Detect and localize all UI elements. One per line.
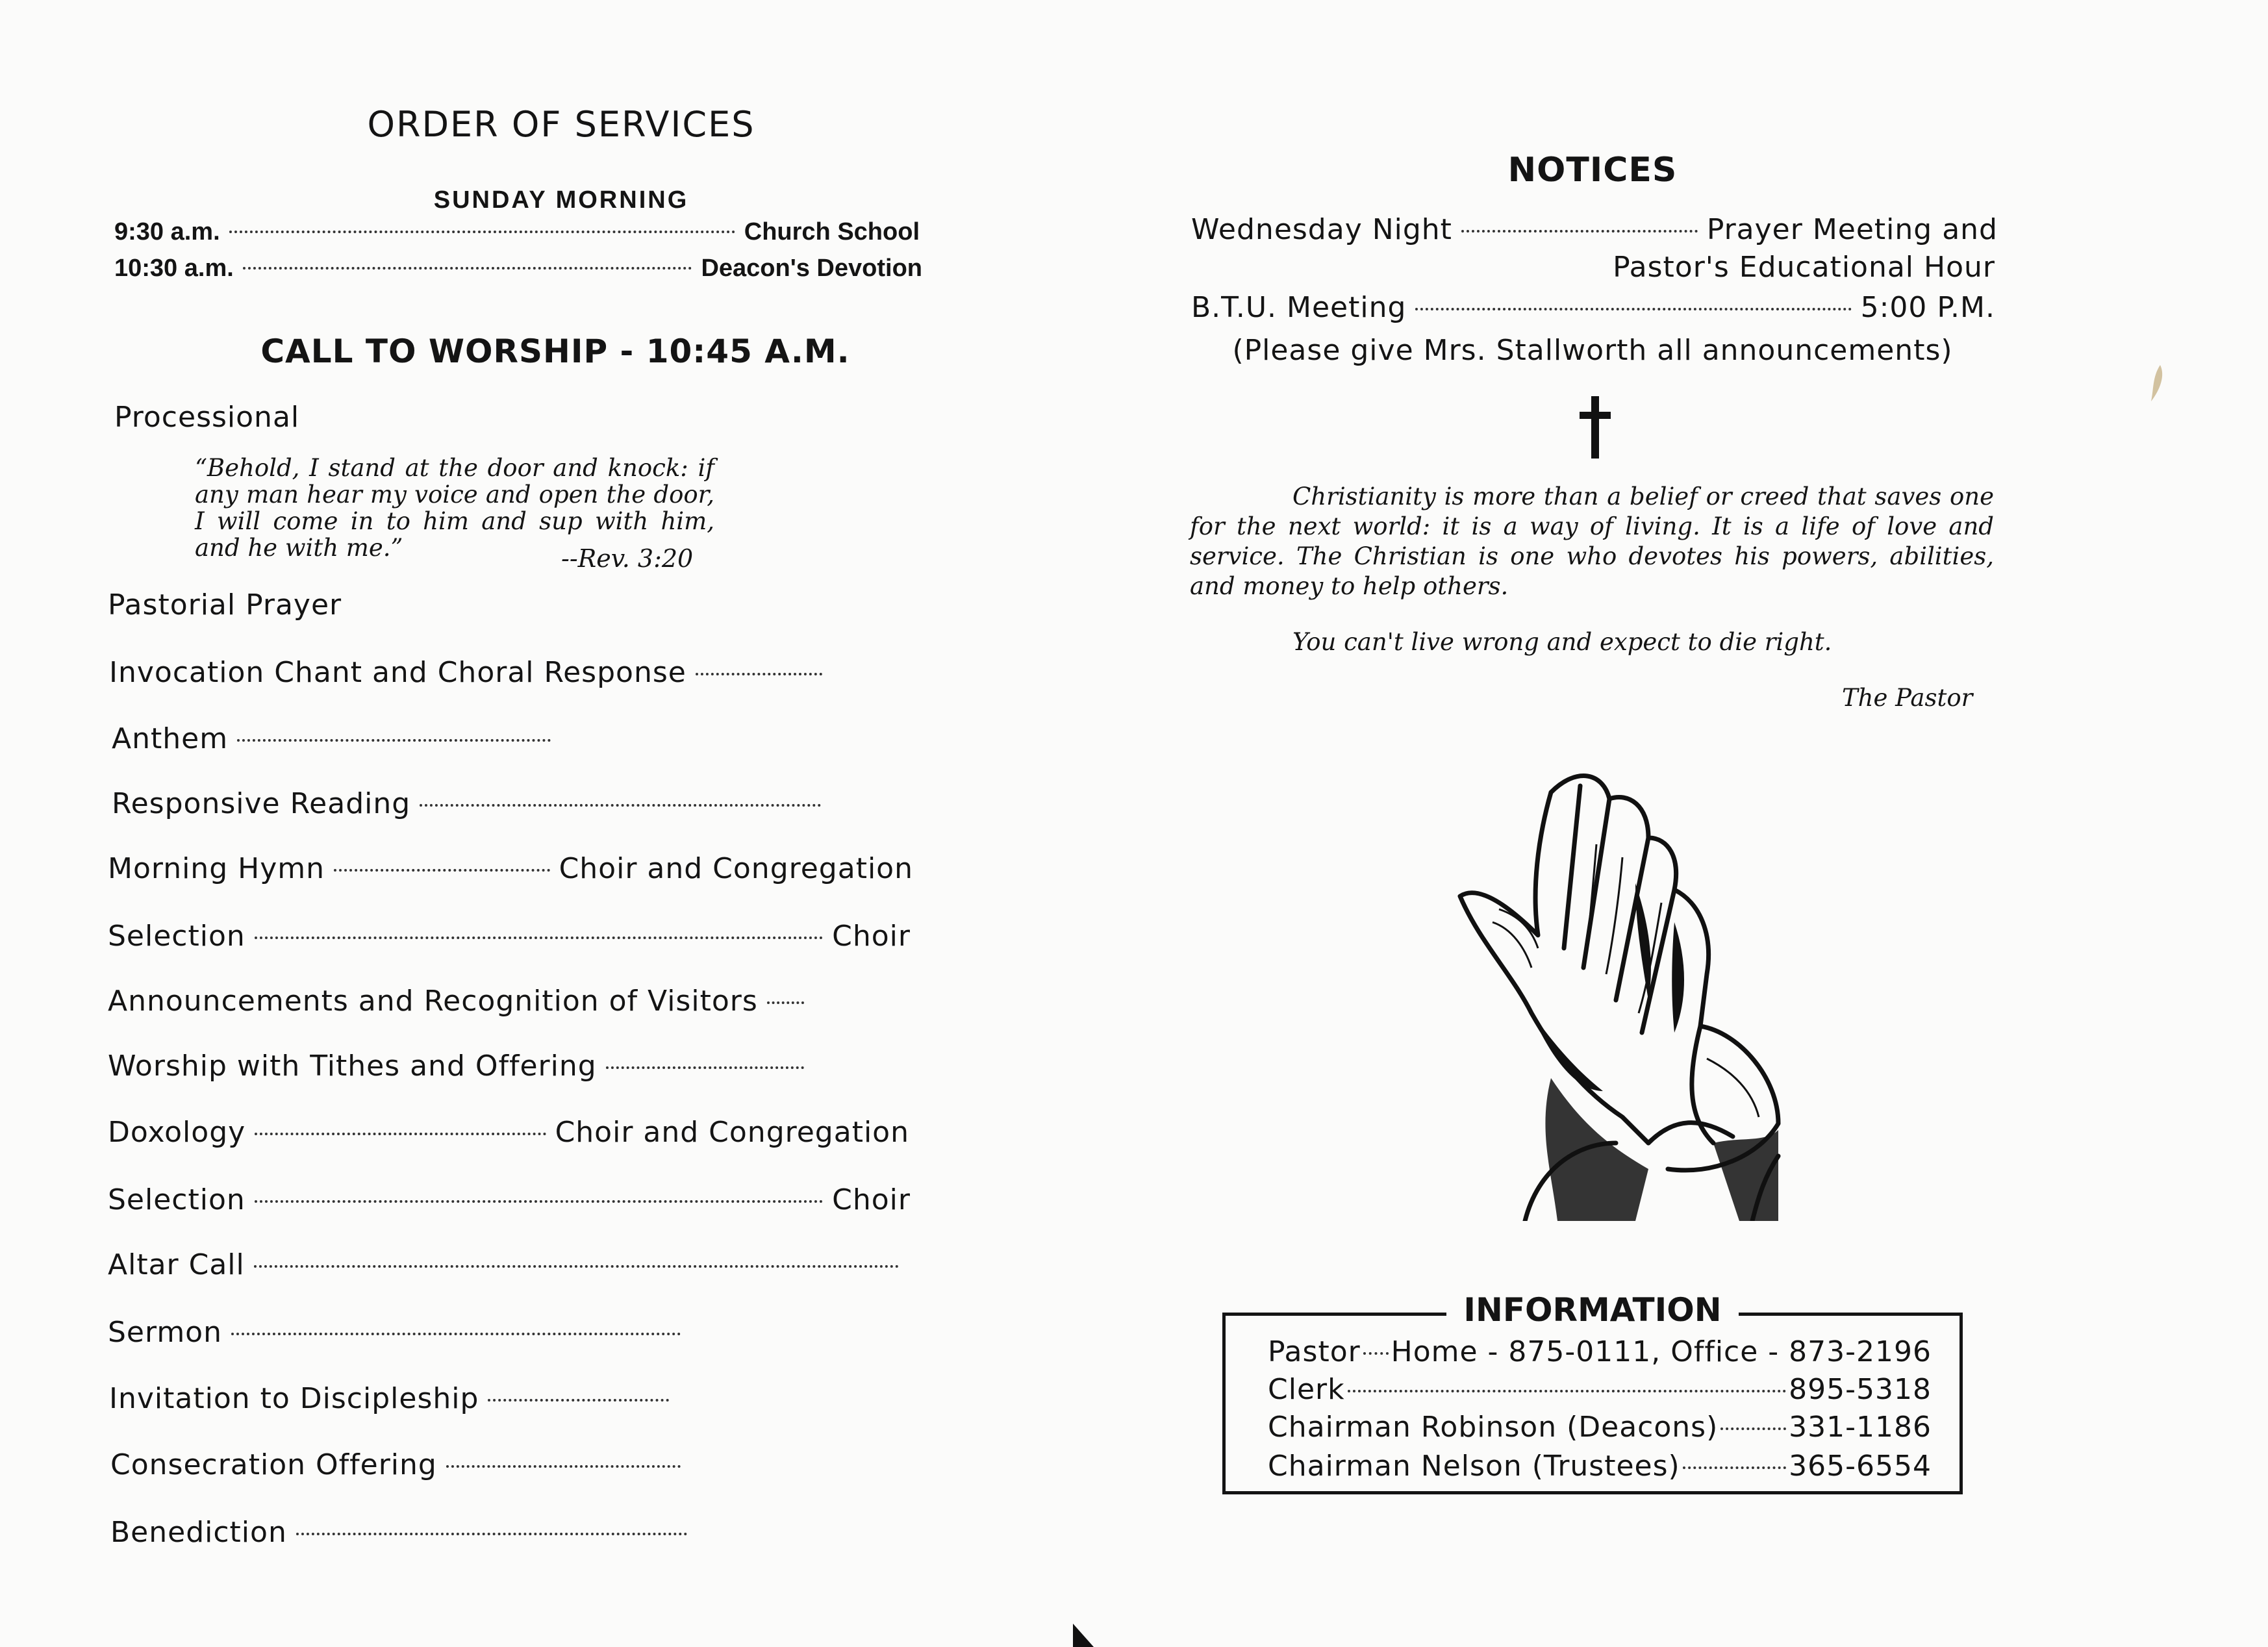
notices-title: NOTICES (1507, 151, 1678, 190)
call-to-worship-heading: CALL TO WORSHIP - 10:45 A.M. (260, 333, 850, 370)
dot-leader (1415, 308, 1851, 310)
sunday-morning-subtitle: SUNDAY MORNING (433, 186, 689, 214)
service-item: Responsive Reading (112, 787, 830, 820)
dot-leader (1348, 1390, 1787, 1392)
dot-leader (488, 1399, 669, 1402)
service-item: Invitation to Discipleship (109, 1382, 678, 1415)
dot-leader (1363, 1352, 1389, 1355)
processional-label: Processional (114, 401, 300, 434)
service-item: Announcements and Recognition of Visitors (108, 985, 813, 1018)
schedule-event: Church School (744, 218, 920, 245)
dot-leader (296, 1533, 687, 1535)
dot-leader (255, 1200, 823, 1203)
service-item: Selection Choir (108, 1183, 911, 1216)
announcement-note: (Please give Mrs. Stallworth all announcements) (1232, 334, 1953, 367)
scripture-quote: “Behold, I stand at the door and knock: if any man hear my voice and open the door, I will come in to him and sup with him, and he with me.” (195, 454, 714, 562)
dot-leader (420, 804, 821, 807)
cross-icon (1577, 396, 1613, 459)
schedule-event: Deacon's Devotion (701, 255, 922, 282)
dot-leader (446, 1465, 681, 1468)
pastor-saying: You can't live wrong and expect to die right. (1292, 628, 1832, 656)
pastor-signature: The Pastor (1842, 684, 1973, 712)
ink-smudge-mark (2147, 364, 2167, 403)
information-title: INFORMATION (1446, 1291, 1738, 1329)
dot-leader (1461, 230, 1698, 233)
dot-leader (606, 1066, 804, 1069)
scripture-citation: --Rev. 3:20 (561, 544, 694, 573)
information-row: Clerk 895-5318 (1268, 1373, 1932, 1406)
order-of-services-title: ORDER OF SERVICES (367, 104, 755, 145)
information-row: Chairman Nelson (Trustees) 365-6554 (1268, 1450, 1932, 1483)
dot-leader (237, 739, 551, 742)
service-item: Selection Choir (108, 920, 911, 953)
information-row: Pastor Home - 875-0111, Office - 873-2196 (1268, 1335, 1932, 1368)
pastor-essay: Christianity is more than a belief or creed that saves one for the next world: it is a way of living. It is a life of love and service. The Christian is one who devotes his powers, abilities, and money to help others. (1190, 483, 1994, 600)
dot-leader (334, 869, 550, 872)
notice-continuation: Pastor's Educational Hour (1613, 251, 1995, 284)
service-item: Worship with Tithes and Offering (108, 1050, 813, 1083)
dot-leader (767, 1001, 804, 1004)
notice-row: Wednesday Night Prayer Meeting and (1191, 213, 1998, 246)
dot-leader (231, 1333, 681, 1335)
information-title-wrap (1222, 1291, 1963, 1329)
service-item: Morning Hymn Choir and Congregation (108, 852, 913, 885)
service-item: Benediction (110, 1516, 696, 1549)
service-item: Sermon (108, 1316, 690, 1349)
schedule-time: 9:30 a.m. (114, 218, 220, 245)
service-item: Altar Call (108, 1248, 908, 1281)
dot-leader (696, 673, 822, 675)
dot-leader (1720, 1427, 1786, 1430)
fold-arrow-icon (1070, 1621, 1096, 1647)
schedule-row (114, 218, 920, 246)
service-item: Doxology Choir and Congregation (108, 1116, 909, 1149)
dot-leader (229, 231, 735, 233)
notice-row: B.T.U. Meeting 5:00 P.M. (1191, 291, 1995, 324)
service-item: Invocation Chant and Choral Response (109, 656, 831, 689)
dot-leader (255, 937, 823, 939)
dot-leader (243, 267, 692, 270)
service-item: Consecration Offering (110, 1448, 690, 1481)
information-row: Chairman Robinson (Deacons) 331-1186 (1268, 1411, 1932, 1444)
praying-hands-icon (1454, 753, 1804, 1221)
dot-leader (254, 1265, 899, 1268)
schedule-time: 10:30 a.m. (114, 255, 234, 282)
service-item: Pastorial Prayer (108, 588, 342, 622)
dot-leader (1683, 1466, 1786, 1469)
schedule-row (114, 255, 922, 283)
dot-leader (255, 1133, 546, 1135)
service-item: Anthem (112, 722, 560, 755)
